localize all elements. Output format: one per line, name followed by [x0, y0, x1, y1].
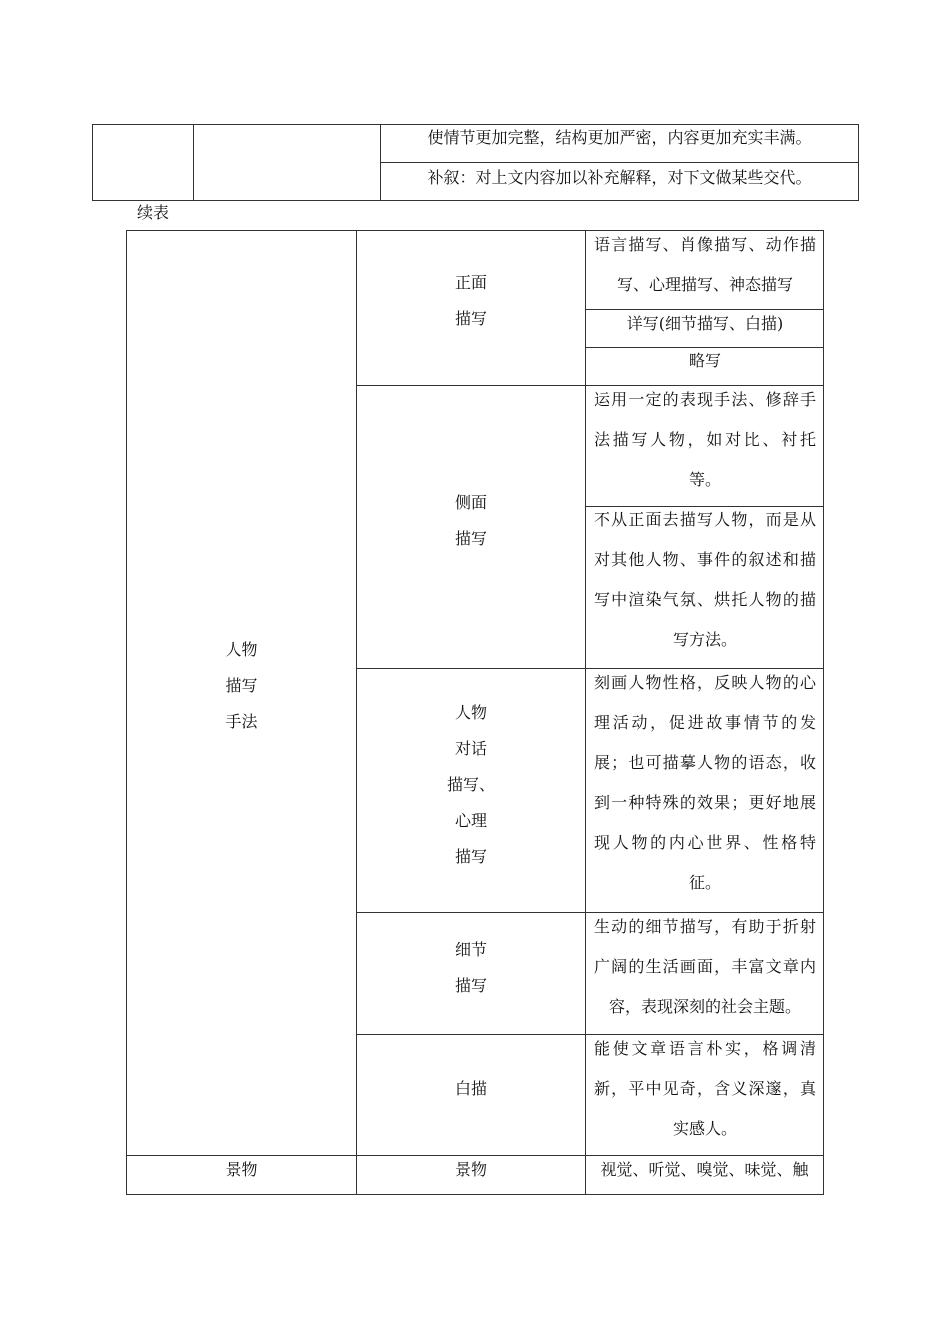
- category-label: [127, 632, 356, 740]
- cemian-label-line-2: 描写: [454, 529, 487, 548]
- zhengmian-cell-3: 略写: [688, 351, 721, 370]
- cemian-label-line-1: 侧面: [454, 493, 487, 512]
- baimiao-label: [357, 1071, 585, 1107]
- duihua-label-line-4: 心理: [454, 811, 487, 830]
- continued-label: 续表: [137, 203, 170, 222]
- zhengmian-label-line-2: 描写: [454, 309, 487, 328]
- last-row-col2: 景物: [454, 1160, 487, 1179]
- category-label-line-1: 人物: [225, 640, 258, 659]
- baimiao-cell: 能使文章语言朴实，格调清新，平中见奇，含义深邃，真实感人。: [594, 1039, 816, 1138]
- xijie-label-line-1: 细节: [454, 940, 487, 959]
- duihua-label-line-5: 描写: [454, 847, 487, 866]
- duihua-label: [357, 695, 585, 875]
- baimiao-label-line-1: 白描: [454, 1079, 487, 1098]
- top-table-row1-text: 使情节更加完整，结构更加严密，内容更加充实丰满。: [427, 128, 812, 147]
- zhengmian-cell-1: 语言描写、肖像描写、动作描写、心理描写、神态描写: [594, 235, 816, 294]
- category-label-line-3: 手法: [225, 712, 258, 731]
- last-row-col1: 景物: [225, 1160, 258, 1179]
- duihua-cell: 刻画人物性格，反映人物的心理活动，促进故事情节的发展；也可描摹人物的语态，收到一种特殊的效果；更好地展现人物的内心世界、性格特征。: [594, 673, 816, 892]
- top-table-row2-text: 补叙：对上文内容加以补充解释，对下文做某些交代。: [427, 168, 812, 187]
- cemian-cell-1: 运用一定的表现手法、修辞手法描写人物，如对比、衬托等。: [594, 390, 816, 489]
- cemian-cell-2: 不从正面去描写人物，而是从对其他人物、事件的叙述和描写中渲染气氛、烘托人物的描写方法。: [594, 510, 816, 649]
- cemian-label: [357, 485, 585, 557]
- last-row-col3: 视觉、听觉、嗅觉、味觉、触: [600, 1160, 809, 1179]
- duihua-label-line-3: 描写、: [446, 775, 495, 794]
- duihua-label-line-1: 人物: [454, 703, 487, 722]
- xijie-label-line-2: 描写: [454, 976, 487, 995]
- xijie-cell: 生动的细节描写，有助于折射广阔的生活画面，丰富文章内容，表现深刻的社会主题。: [594, 917, 816, 1016]
- zhengmian-label: [357, 265, 585, 337]
- category-label-line-2: 描写: [225, 676, 258, 695]
- duihua-label-line-2: 对话: [454, 739, 487, 758]
- zhengmian-cell-2: 详写(细节描写、白描): [626, 314, 784, 333]
- zhengmian-label-line-1: 正面: [454, 273, 487, 292]
- xijie-label: [357, 932, 585, 1004]
